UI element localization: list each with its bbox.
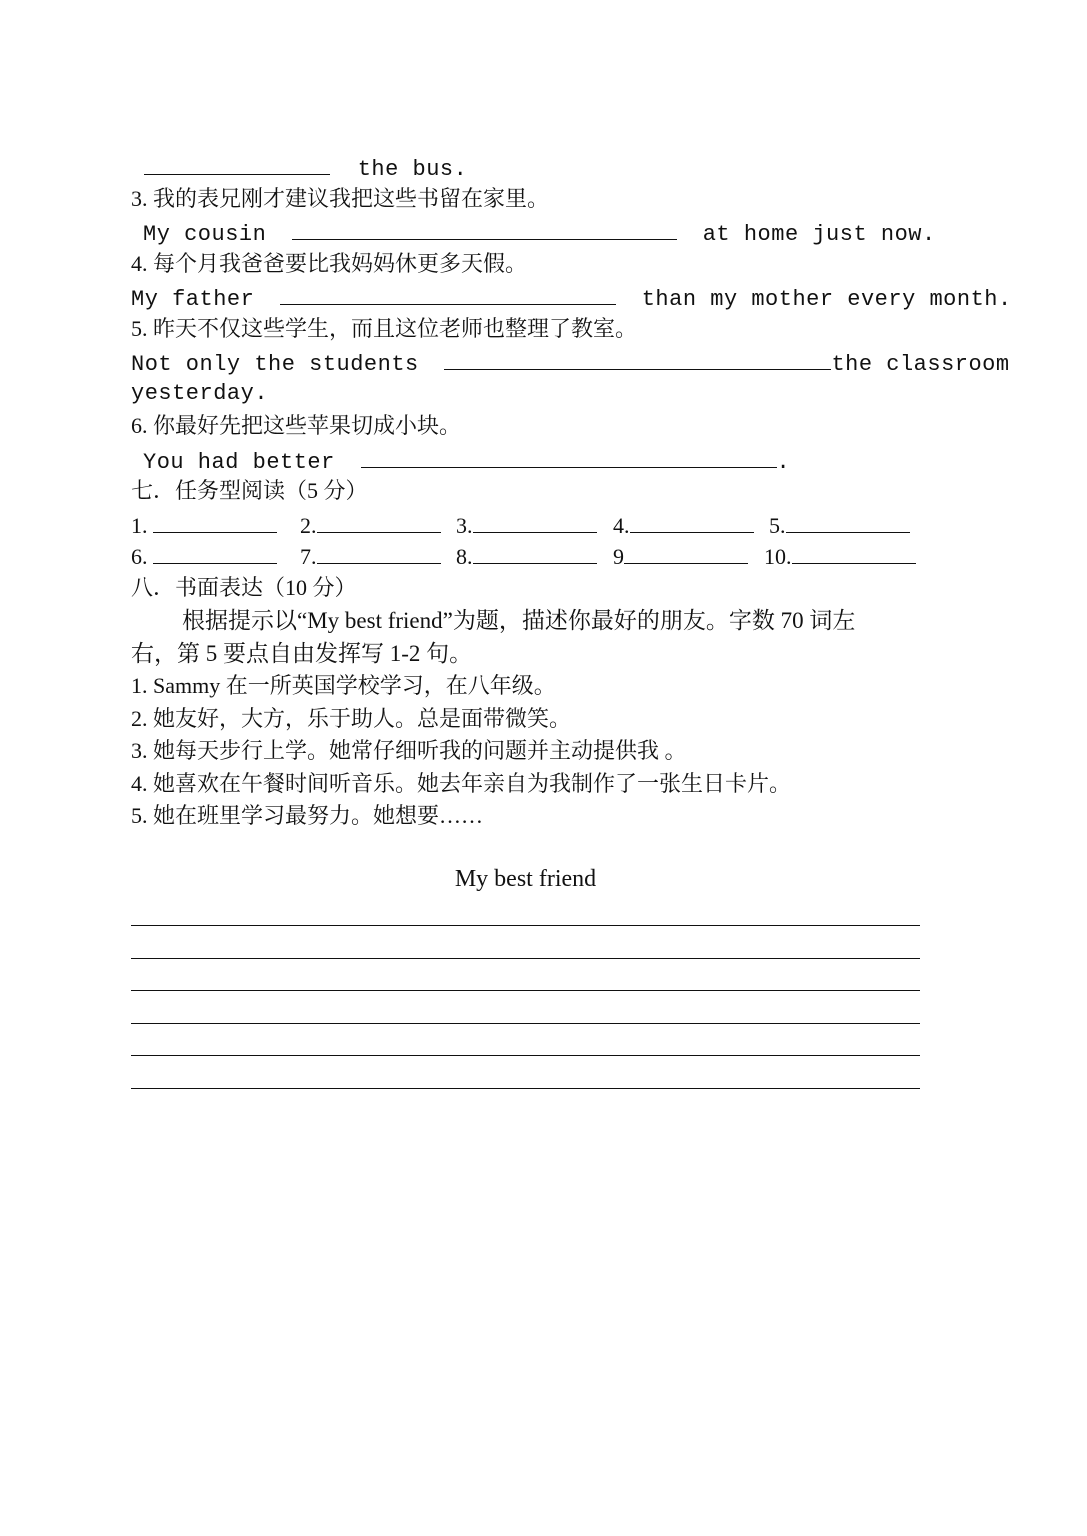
answer-item-7: 7. [300, 541, 441, 572]
section7-heading: 七．任务型阅读（5 分） [131, 478, 368, 503]
answer-blank[interactable] [624, 541, 748, 564]
q4-prefix: My father [131, 287, 255, 312]
essay-title: My best friend [454, 866, 597, 892]
q5-english [131, 347, 1010, 377]
answer-item-1: 1. [131, 510, 277, 541]
answer-blank[interactable] [292, 217, 677, 240]
answer-item-3: 3. [456, 510, 597, 541]
answer-blank[interactable] [280, 282, 616, 305]
answer-blank[interactable] [473, 541, 597, 564]
q4-english [131, 282, 1012, 312]
q5-suffix: the classroom [831, 352, 1010, 377]
answer-item-9: 9 [613, 541, 748, 572]
q3-prefix: My cousin [143, 222, 267, 247]
point-2: 2. 她友好，大方，乐于助人。总是面带微笑。 [131, 706, 572, 731]
point-3: 3. 她每天步行上学。她常仔细听我的问题并主动提供我 。 [131, 738, 687, 763]
q2-tail-text: the bus. [357, 157, 468, 182]
answer-blank[interactable] [361, 445, 777, 468]
q5-chinese: 5. 昨天不仅这些学生，而且这位老师也整理了教室。 [131, 316, 638, 341]
answer-blank[interactable] [144, 152, 330, 175]
answer-blank[interactable] [786, 510, 910, 533]
answer-item-10: 10. [764, 541, 916, 572]
q3-chinese: 3. 我的表兄刚才建议我把这些书留在家里。 [131, 186, 550, 211]
q5-english-line2: yesterday. [131, 381, 269, 406]
answer-blank[interactable] [792, 541, 916, 564]
section8-instruction-1: 根据提示以“My best friend”为题，描述你最好的朋友。字数 70 词左 [182, 608, 856, 633]
q6-suffix: . [776, 450, 791, 475]
writing-line[interactable] [131, 958, 920, 959]
q3-english [143, 217, 936, 247]
answer-item-4: 4. [613, 510, 754, 541]
writing-line[interactable] [131, 990, 920, 991]
section8-heading: 八．书面表达（10 分） [131, 575, 357, 600]
answer-blank[interactable] [153, 510, 277, 533]
section8-instruction-2: 右，第 5 要点自由发挥写 1-2 句。 [131, 641, 473, 666]
q3-suffix: at home just now. [702, 222, 936, 247]
q5-prefix: Not only the students [131, 352, 419, 377]
answer-blank[interactable] [317, 510, 441, 533]
writing-line[interactable] [131, 1088, 920, 1089]
answer-blank[interactable] [473, 510, 597, 533]
answer-blank[interactable] [444, 347, 831, 370]
writing-line[interactable] [131, 1023, 920, 1024]
answer-item-8: 8. [456, 541, 597, 572]
q6-chinese: 6. 你最好先把这些苹果切成小块。 [131, 413, 462, 438]
answer-blank[interactable] [630, 510, 754, 533]
point-1: 1. Sammy 在一所英国学校学习，在八年级。 [131, 673, 556, 698]
answer-item-5: 5. [769, 510, 910, 541]
q4-suffix: than my mother every month. [641, 287, 1012, 312]
q4-chinese: 4. 每个月我爸爸要比我妈妈休更多天假。 [131, 251, 528, 276]
point-4: 4. 她喜欢在午餐时间听音乐。她去年亲自为我制作了一张生日卡片。 [131, 771, 792, 796]
answer-blank[interactable] [317, 541, 441, 564]
writing-line[interactable] [131, 925, 920, 926]
q6-prefix: You had better [143, 450, 335, 475]
answer-blank[interactable] [153, 541, 277, 564]
q2-line [144, 152, 467, 182]
answer-item-6: 6. [131, 541, 277, 572]
answer-item-2: 2. [300, 510, 441, 541]
q6-english [143, 445, 790, 475]
writing-line[interactable] [131, 1055, 920, 1056]
point-5: 5. 她在班里学习最努力。她想要…… [131, 803, 484, 828]
